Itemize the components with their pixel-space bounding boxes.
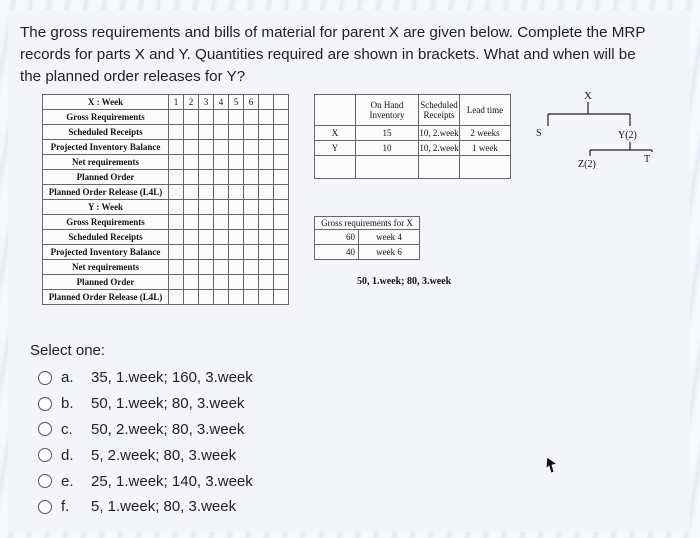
option-letter: a. [61,369,74,387]
option-text: 25, 1.week; 140, 3.week [91,472,253,490]
table-cell [214,290,229,305]
option-text: 5, 2.week; 80, 3.week [91,446,237,464]
x-week-header: X : Week [43,95,169,110]
table-row [43,215,289,230]
scheduled-receipts-header: Scheduled Receipts [419,95,460,126]
table-row [43,245,289,260]
item-y: Y [315,141,356,156]
table-cell [169,155,184,170]
table-cell [274,245,289,260]
on-hand-value: 15 [356,126,419,141]
table-cell [259,200,274,215]
table-cell [169,185,184,200]
table-cell [199,170,214,185]
handwritten-answer-note: 50, 1.week; 80, 3.week [357,276,452,287]
bom-node-s: S [536,128,542,139]
table-row [43,95,289,110]
table-cell [169,110,184,125]
table-cell [199,185,214,200]
table-cell [274,95,289,110]
bom-tree-diagram [520,88,670,183]
x-row-label: Projected Inventory Balance [43,140,169,155]
option-letter: d. [61,446,74,464]
table-row [43,170,289,185]
table-cell [356,156,419,179]
x-row-label: Planned Order Release (L4L) [43,185,169,200]
option-b[interactable] [38,391,253,417]
table-cell [169,260,184,275]
y-row-label: Net requirements [43,260,169,275]
table-cell [229,155,244,170]
table-cell [214,185,229,200]
table-cell [229,275,244,290]
lead-time-value: 1 week [460,141,511,156]
radio-button[interactable] [38,500,52,514]
week-header-5: 5 [229,95,244,110]
y-row-label: Projected Inventory Balance [43,245,169,260]
table-cell [214,200,229,215]
table-cell [214,230,229,245]
table-cell [214,275,229,290]
table-row [43,125,289,140]
table-cell [274,155,289,170]
table-row [43,185,289,200]
question-text: The gross requirements and bills of material for parent X are given below. Complete the MRP records for parts X and Y. Quantities required are shown in brackets. What and when will be the planned order releases for Y? [20,24,646,85]
y-row-label: Scheduled Receipts [43,230,169,245]
on-hand-header: On Hand Inventory [356,95,419,126]
scheduled-value: 10, 2.week [419,126,460,141]
table-cell [169,230,184,245]
table-cell [259,140,274,155]
option-text: 5, 1.week; 80, 3.week [91,498,237,516]
radio-button[interactable] [38,371,52,385]
table-row [315,126,511,141]
table-cell [169,245,184,260]
table-cell [169,290,184,305]
x-row-label: Scheduled Receipts [43,125,169,140]
qty-value: 60 [315,230,359,245]
x-row-label: Gross Requirements [43,110,169,125]
bom-root-x: X [584,90,592,102]
radio-button[interactable] [38,422,52,436]
table-cell [214,245,229,260]
table-cell [199,110,214,125]
on-hand-value: 10 [356,141,419,156]
table-cell [259,215,274,230]
lead-time-header: Lead time [460,95,511,126]
table-cell [419,156,460,179]
y-row-label: Planned Order Release (L4L) [43,290,169,305]
table-cell [259,290,274,305]
y-row-label: Planned Order [43,275,169,290]
table-cell [199,275,214,290]
table-cell [315,156,356,179]
table-cell [229,245,244,260]
option-f[interactable] [38,494,253,520]
table-cell [184,215,199,230]
table-cell [460,156,511,179]
table-row [315,156,511,179]
table-cell [259,260,274,275]
table-cell [244,140,259,155]
table-cell [274,275,289,290]
table-cell [214,140,229,155]
table-cell [199,125,214,140]
table-row [315,217,420,230]
table-cell [214,125,229,140]
week-value: week 6 [359,245,420,260]
table-cell [214,215,229,230]
table-row [315,230,420,245]
option-a[interactable] [38,365,253,391]
table-cell [274,140,289,155]
table-cell [229,185,244,200]
option-c[interactable] [38,417,253,443]
week-header-2: 2 [184,95,199,110]
table-cell [244,215,259,230]
y-row-label: Gross Requirements [43,215,169,230]
scheduled-value: 10, 2.week [419,141,460,156]
x-row-label: Planned Order [43,170,169,185]
select-one-label: Select one: [30,342,106,359]
week-header-3: 3 [199,95,214,110]
week-header-4: 4 [214,95,229,110]
table-cell [184,275,199,290]
option-letter: e. [61,472,74,490]
mrp-worksheet-table [42,94,289,305]
table-cell [244,230,259,245]
table-row [315,245,420,260]
table-row [43,155,289,170]
table-cell [244,125,259,140]
table-cell [169,275,184,290]
table-cell [169,170,184,185]
option-letter: f. [61,498,70,516]
table-cell [169,215,184,230]
bom-node-z2: Z(2) [578,159,596,170]
answer-options [38,365,253,520]
table-cell [229,200,244,215]
table-cell [244,200,259,215]
table-cell [274,260,289,275]
table-row [43,140,289,155]
table-cell [229,125,244,140]
option-letter: b. [61,395,74,413]
table-cell [274,200,289,215]
table-cell [214,260,229,275]
table-cell [169,125,184,140]
table-cell [259,185,274,200]
week-header-1: 1 [169,95,184,110]
table-cell [199,290,214,305]
bom-node-t: T [644,154,651,165]
table-cell [184,185,199,200]
table-cell [229,110,244,125]
table-cell [214,155,229,170]
table-row [43,110,289,125]
table-cell [184,110,199,125]
gross-requirements-table [314,216,420,260]
table-cell [259,230,274,245]
table-cell [169,140,184,155]
table-cell [229,290,244,305]
table-cell [184,260,199,275]
week-value: week 4 [359,230,420,245]
table-cell [259,155,274,170]
table-cell [274,230,289,245]
option-letter: c. [61,420,73,438]
table-row [43,260,289,275]
table-cell [274,170,289,185]
qty-value: 40 [315,245,359,260]
table-cell [274,215,289,230]
table-cell [229,170,244,185]
table-cell [184,170,199,185]
table-cell [184,125,199,140]
option-text: 50, 1.week; 80, 3.week [91,395,245,413]
table-cell [259,95,274,110]
option-e[interactable] [38,468,253,494]
option-d[interactable] [38,442,253,468]
table-cell [244,245,259,260]
table-cell [184,200,199,215]
table-cell [199,230,214,245]
lead-time-value: 2 weeks [460,126,511,141]
option-text: 35, 1.week; 160, 3.week [91,369,253,387]
table-cell [244,155,259,170]
y-week-header: Y : Week [43,200,169,215]
gross-requirements-header: Gross requirements for X [315,217,420,230]
table-cell [274,290,289,305]
table-cell [229,230,244,245]
table-cell [184,290,199,305]
table-cell [214,170,229,185]
table-cell [274,125,289,140]
radio-button[interactable] [38,397,52,411]
table-row [315,95,511,126]
table-cell [244,110,259,125]
table-row [43,290,289,305]
table-cell [199,155,214,170]
table-cell [184,230,199,245]
table-row [43,200,289,215]
mouse-cursor-icon [545,456,559,474]
table-cell [199,260,214,275]
table-cell [259,275,274,290]
x-row-label: Net requirements [43,155,169,170]
table-cell [315,95,356,126]
table-cell [199,215,214,230]
table-cell [229,140,244,155]
table-row [315,141,511,156]
option-text: 50, 2.week; 80, 3.week [91,420,245,438]
week-header-6: 6 [244,95,259,110]
table-cell [229,260,244,275]
table-cell [169,200,184,215]
table-cell [244,290,259,305]
table-cell [259,170,274,185]
table-cell [274,185,289,200]
table-cell [184,245,199,260]
table-cell [184,155,199,170]
table-cell [274,110,289,125]
table-cell [259,245,274,260]
table-cell [199,200,214,215]
radio-button[interactable] [38,448,52,462]
table-row [43,275,289,290]
table-cell [259,125,274,140]
table-row [43,230,289,245]
table-cell [214,110,229,125]
table-cell [229,215,244,230]
table-cell [244,185,259,200]
table-cell [244,170,259,185]
item-x: X [315,126,356,141]
radio-button[interactable] [38,474,52,488]
table-cell [199,245,214,260]
table-cell [259,110,274,125]
table-cell [244,275,259,290]
inventory-table [314,94,511,179]
table-cell [184,140,199,155]
table-cell [244,260,259,275]
table-cell [199,140,214,155]
bom-node-y2: Y(2) [618,130,637,141]
